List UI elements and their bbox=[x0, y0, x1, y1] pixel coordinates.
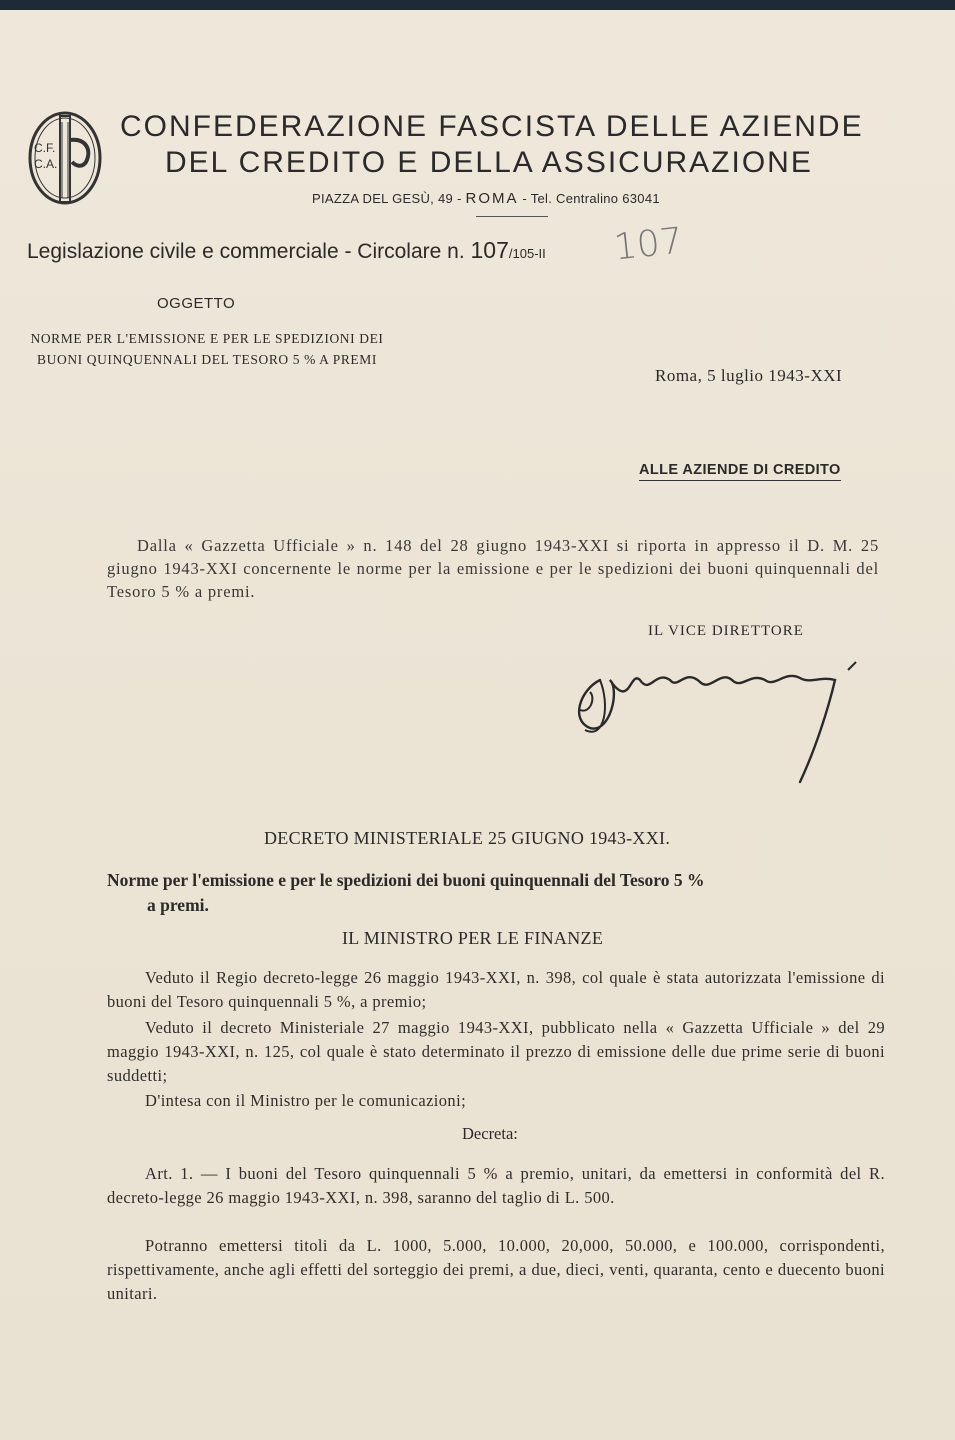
paragraph-text: Art. 1. — I buoni del Tesoro quinquennali 5 % a premio, unitari, da emettersi in conformità del R. decreto-legge 26 maggio 1943-XXI, n. 398, saranno del taglio di L. 500. bbox=[107, 1164, 885, 1207]
circular-label: Legislazione civile e commerciale - Circolare n. bbox=[27, 240, 471, 263]
scan-top-border bbox=[0, 0, 955, 10]
subject-label: OGGETTO bbox=[157, 295, 236, 312]
address-city: ROMA bbox=[465, 190, 519, 207]
svg-text:C.A.: C.A. bbox=[34, 157, 58, 171]
handwritten-signature bbox=[560, 650, 880, 790]
paragraph-text: Veduto il decreto Ministeriale 27 maggio 1943-XXI, pubblicato nella « Gazzetta Ufficiale » del 29 maggio 1943-XXI, n. 125, col quale è stato determinato il prezzo di emissione delle due prime serie di buoni suddetti; bbox=[107, 1018, 885, 1085]
circular-number: 107 bbox=[470, 237, 509, 263]
paragraph-text: Veduto il Regio decreto-legge 26 maggio 1943-XXI, n. 398, col quale è stata autorizzata l'emissione di buoni del Tesoro quinquennali 5 %, a premio; bbox=[107, 968, 885, 1011]
paragraph-veduto-2 bbox=[107, 1016, 885, 1088]
article-1 bbox=[107, 1162, 885, 1210]
signatory-title: IL VICE DIRETTORE bbox=[648, 623, 804, 639]
address-street: PIAZZA DEL GESÙ, 49 - bbox=[312, 191, 466, 206]
decree-title: DECRETO MINISTERIALE 25 GIUGNO 1943-XXI. bbox=[264, 828, 671, 848]
svg-text:C.F.: C.F. bbox=[34, 141, 56, 155]
address-phone: - Tel. Centralino 63041 bbox=[518, 191, 660, 206]
decree-subtitle-line1: Norme per l'emissione e per le spedizioni dei buoni quinquennali del Tesoro 5 % bbox=[107, 870, 705, 890]
recipient-line: ALLE AZIENDE DI CREDITO bbox=[639, 462, 841, 481]
paragraph-intesa bbox=[107, 1089, 885, 1113]
subject-text: NORME PER L'EMISSIONE E PER LE SPEDIZIONI DEI BUONI QUINQUENNALI DEL TESORO 5 % A PREMI bbox=[30, 331, 384, 367]
decree-subtitle-line2: a premi. bbox=[147, 895, 209, 915]
confederation-logo-icon bbox=[26, 110, 104, 206]
address-underline bbox=[476, 216, 548, 217]
organization-name-line1: CONFEDERAZIONE FASCISTA DELLE AZIENDE bbox=[120, 110, 864, 143]
paragraph-veduto-1 bbox=[107, 966, 885, 1014]
organization-address bbox=[312, 190, 660, 207]
circular-suffix: /105-II bbox=[508, 246, 546, 261]
minister-heading: IL MINISTRO PER LE FINANZE bbox=[342, 928, 604, 948]
paragraph-text: Potranno emettersi titoli da L. 1000, 5.000, 10.000, 20,000, 50.000, e 100.000, corrispondenti, rispettivamente, anche agli effetti del sorteggio dei premi, a due, dieci, venti, quaranta, cento e duecento buoni unitari. bbox=[107, 1236, 885, 1303]
paragraph-text: D'intesa con il Ministro per le comunicazioni; bbox=[145, 1091, 467, 1110]
organization-name-line2: DEL CREDITO E DELLA ASSICURAZIONE bbox=[165, 146, 813, 179]
decree-subtitle bbox=[107, 868, 882, 918]
handwritten-number: 107 bbox=[612, 220, 685, 269]
decreta-heading: Decreta: bbox=[462, 1124, 518, 1143]
paragraph-titoli bbox=[107, 1234, 885, 1306]
document-page bbox=[0, 10, 955, 1440]
circular-reference bbox=[27, 237, 546, 264]
intro-paragraph: Dalla « Gazzetta Ufficiale » n. 148 del 28 giugno 1943-XXI si riporta in appresso il D. M. 25 giugno 1943-XXI concernente le norme per la emissione e per le spedizioni dei buoni quinquennali del Tesoro 5 % a premi. bbox=[107, 536, 879, 601]
letter-date: Roma, 5 luglio 1943-XXI bbox=[655, 366, 843, 385]
